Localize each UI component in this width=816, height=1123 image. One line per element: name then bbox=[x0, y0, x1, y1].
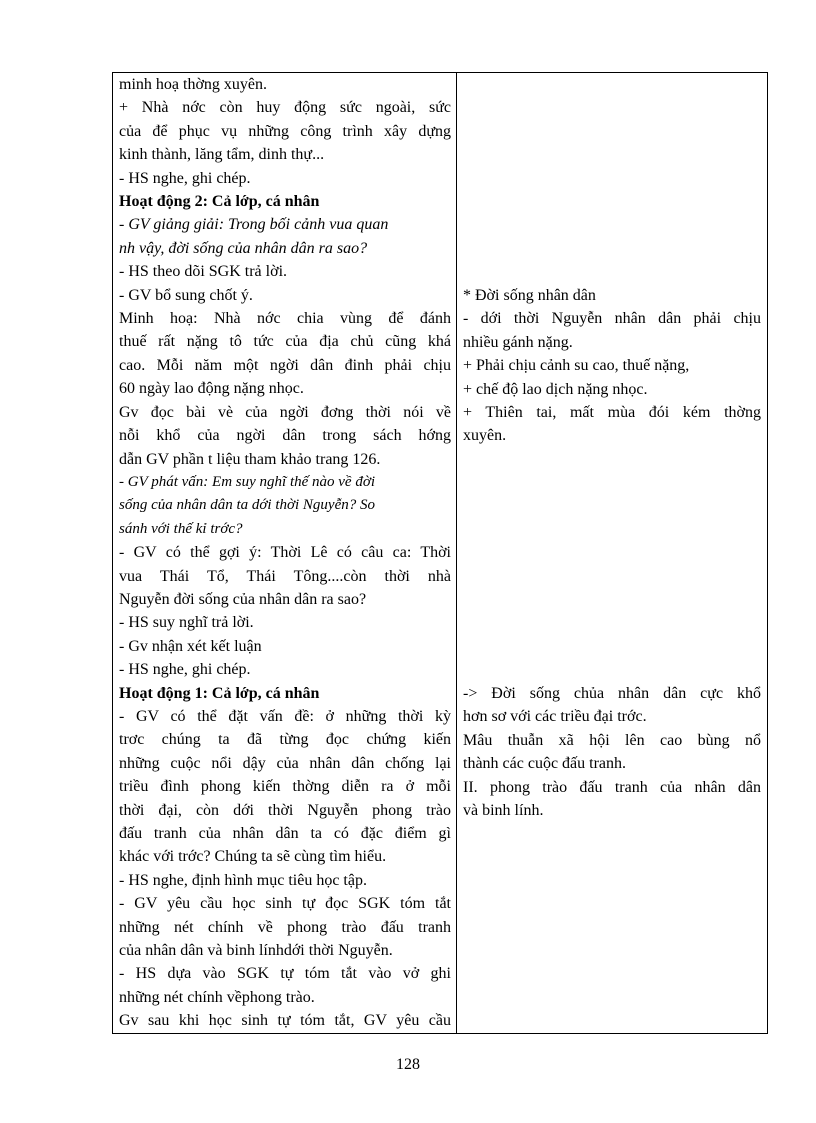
text-line: - dới thời Nguyễn nhân dân phải chịu bbox=[463, 310, 761, 328]
section-heading: II. phong trào đấu tranh của nhân dân bbox=[463, 778, 761, 796]
text-line: kinh thành, lăng tẩm, dinh thự... bbox=[119, 146, 325, 164]
text-line: + chế độ lao dịch nặng nhọc. bbox=[463, 380, 648, 398]
text-line: - HS dựa vào SGK tự tóm tắt vào vở ghi bbox=[119, 965, 451, 983]
text-line: - HS nghe, định hình mục tiêu học tập. bbox=[119, 871, 367, 889]
right-column bbox=[457, 73, 767, 1033]
text-line: Gv sau khi học sinh tự tóm tắt, GV yêu cầu bbox=[119, 1012, 451, 1030]
text-line: -> Đời sống chủa nhân dân cực khổ bbox=[463, 685, 761, 702]
text-line: + Thiên tai, mất mùa đói kém thờng bbox=[463, 404, 761, 422]
text-line: - GV có thể đặt vấn đề: ở những thời kỳ bbox=[119, 707, 451, 725]
text-line: + Phải chịu cảnh su cao, thuế nặng, bbox=[463, 357, 690, 375]
text-line: những nét chính về phong trào đấu tranh bbox=[119, 918, 451, 936]
left-column bbox=[113, 73, 457, 1033]
text-line: và binh lính. bbox=[463, 802, 544, 820]
text-line: Minh hoạ: Nhà nớc chia vùng để đánh bbox=[119, 310, 451, 328]
text-line: - HS nghe, ghi chép. bbox=[119, 169, 251, 187]
text-line: những cuộc nổi dậy của nhân dân chống lại bbox=[119, 754, 451, 772]
text-line: hơn sơ với các triều đại trớc. bbox=[463, 708, 647, 726]
text-line: sống của nhân dân ta dới thời Nguyễn? So bbox=[119, 497, 375, 514]
text-line: đấu tranh của nhân dân ta có đặc điểm gì bbox=[119, 825, 451, 842]
activity-heading: Hoạt động 1: Cả lớp, cá nhân bbox=[119, 684, 320, 702]
text-line: sánh với thế kỉ trớc? bbox=[119, 520, 243, 537]
text-line: Nguyễn đời sống của nhân dân ra sao? bbox=[119, 590, 367, 608]
page-number: 128 bbox=[396, 1056, 420, 1073]
text-line: thành các cuộc đấu tranh. bbox=[463, 755, 627, 773]
text-line: - GV yêu cầu học sinh tự đọc SGK tóm tắt bbox=[119, 895, 451, 913]
text-line: của để phục vụ những công trình xây dựng bbox=[119, 122, 451, 140]
text-line: khác với trớc? Chúng ta sẽ cùng tìm hiểu. bbox=[119, 848, 387, 866]
text-line: + Nhà nớc còn huy động sức ngoài, sức bbox=[119, 99, 451, 117]
text-line: - HS suy nghĩ trả lời. bbox=[119, 614, 254, 632]
text-line: - Gv nhận xét kết luận bbox=[119, 637, 262, 655]
section-heading: * Đời sống nhân dân bbox=[463, 287, 596, 304]
text-line: 60 ngày lao động nặng nhọc. bbox=[119, 380, 304, 398]
text-line: cao. Mỗi năm một ngời dân đinh phải chịu bbox=[119, 356, 451, 374]
text-line: - HS nghe, ghi chép. bbox=[119, 661, 251, 679]
living-conditions-block bbox=[463, 284, 761, 448]
text-line: nhiều gánh nặng. bbox=[463, 333, 573, 351]
text-line: - GV giảng giải: Trong bối cảnh vua quan bbox=[119, 216, 389, 234]
text-line: - GV phát vấn: Em suy nghĩ thế nào về đời bbox=[119, 473, 376, 490]
text-line: - GV có thể gợi ý: Thời Lê có câu ca: Thời bbox=[119, 544, 451, 562]
text-line: dẫn GV phần t liệu tham khảo trang 126. bbox=[119, 450, 381, 468]
text-line: của nhân dân và binh línhdới thời Nguyễn. bbox=[119, 942, 393, 960]
activity-heading: Hoạt động 2: Cả lớp, cá nhân bbox=[119, 193, 320, 211]
text-line: - GV bổ sung chốt ý. bbox=[119, 286, 253, 304]
text-line: những nét chính vềphong trào. bbox=[119, 988, 315, 1006]
text-line: thuế rất nặng tô tức của địa chủ cũng khá bbox=[119, 333, 451, 351]
text-line: - HS theo dõi SGK trả lời. bbox=[119, 263, 288, 281]
text-line: nh vậy, đời sống của nhân dân ra sao? bbox=[119, 239, 368, 257]
text-line: xuyên. bbox=[463, 427, 507, 445]
text-line: nỗi khổ của ngời dân trong sách hớng bbox=[119, 427, 451, 445]
text-line: minh hoạ thờng xuyên. bbox=[119, 76, 267, 93]
content-table bbox=[112, 72, 768, 1034]
text-line: thời đại, còn dới thời Nguyễn phong trào bbox=[119, 801, 451, 819]
text-line: trơc chúng ta đã từng đọc chứng kiến bbox=[119, 731, 451, 749]
text-line: Gv đọc bài vè của ngời đơng thời nói về bbox=[119, 403, 451, 421]
conclusion-block bbox=[463, 682, 761, 822]
text-line: Mâu thuẫn xã hội lên cao bùng nổ bbox=[463, 731, 761, 749]
text-line: vua Thái Tổ, Thái Tông....còn thời nhà bbox=[119, 567, 451, 585]
text-line: triều đình phong kiến thờng diễn ra ở mỗi bbox=[119, 778, 451, 796]
